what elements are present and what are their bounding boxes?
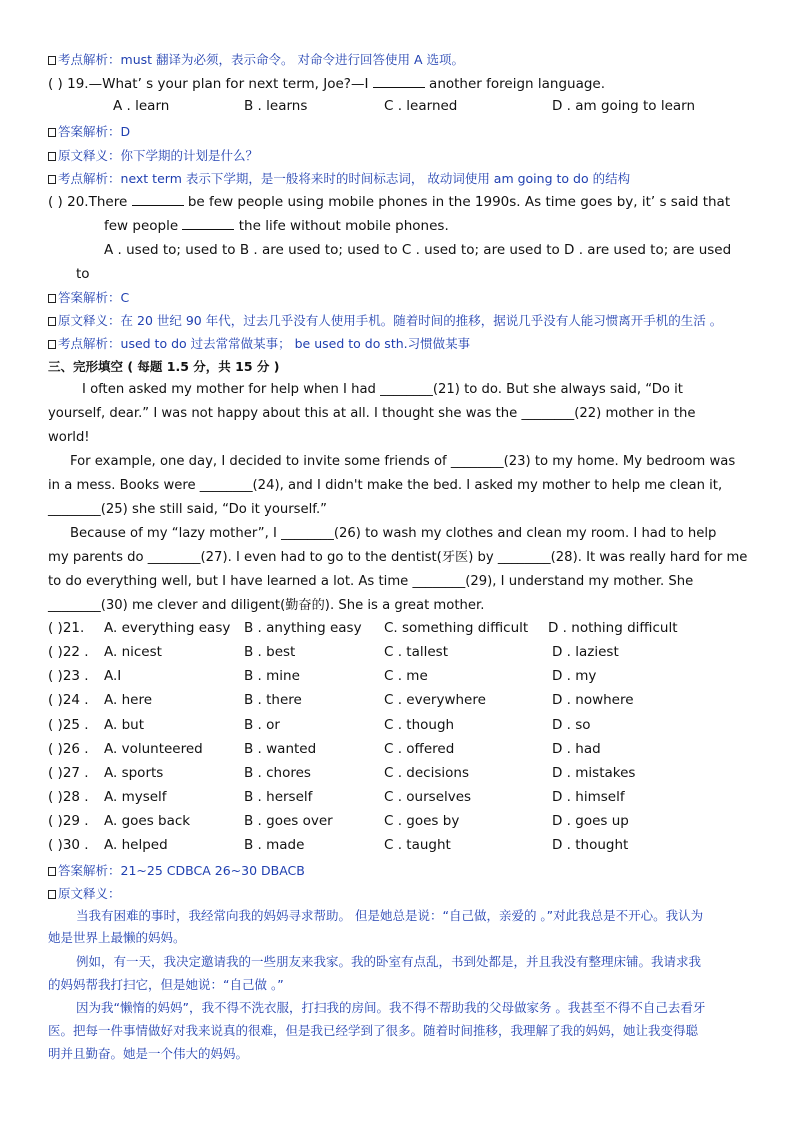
question-number: ( )21. — [48, 620, 85, 636]
checkbox-icon — [48, 128, 56, 137]
note-20-line — [48, 334, 748, 354]
checkbox-icon — [48, 340, 56, 349]
option-b: B . anything easy — [244, 620, 362, 636]
passage-line: in a mess. Books were ________(24), and I didn't make the bed. I asked my mother to help me clean it, — [48, 478, 723, 493]
option-c: C . goes by — [384, 813, 460, 829]
blank-line — [132, 193, 184, 206]
question-text: be few people using mobile phones in the 1990s. As time goes by, it’ s said that — [183, 194, 731, 210]
option-a: A. but — [104, 717, 144, 733]
question-20 — [48, 192, 748, 212]
translation-label-line — [48, 884, 748, 904]
option-d: D . had — [552, 741, 601, 757]
note-text: used to do 过去常常做某事； be used to do sth.习惯做某事 — [120, 336, 471, 351]
checkbox-icon — [48, 890, 56, 899]
passage-line: ________(25) she still said, “Do it yourself.” — [48, 502, 328, 517]
translation-label: 原文释义： — [58, 313, 121, 328]
translation-line: 的妈妈帮我打扫它，但是她说：“自己做 。” — [48, 977, 284, 992]
option-d: D . am going to learn — [552, 98, 696, 114]
question-20-options: A . used to; used to B . are used to; used to C . used to; are used to D . are used to; are used — [104, 242, 732, 258]
option-b: B . made — [244, 837, 305, 853]
answer-label: 答案解析： — [58, 863, 121, 878]
translation-line: 她是世界上最懒的妈妈。 — [48, 930, 186, 945]
question-number: ( )29 . — [48, 813, 89, 829]
question-text: few people — [104, 218, 183, 234]
option-d: D . goes up — [552, 813, 629, 829]
option-c: C . tallest — [384, 644, 448, 660]
translation-19-line — [48, 146, 748, 166]
answer-value: 21~25 CDBCA 26~30 DBACB — [120, 863, 305, 878]
option-b: B . mine — [244, 668, 300, 684]
option-c: C . taught — [384, 837, 451, 853]
option-c: C . though — [384, 717, 455, 733]
blank-line — [182, 217, 234, 230]
passage-line: my parents do ________(27). I even had to go to the dentist(牙医) by ________(28). It was really hard for me — [48, 550, 748, 565]
option-d: D . himself — [552, 789, 625, 805]
answer-label: 答案解析： — [58, 290, 121, 305]
answers-line — [48, 861, 748, 881]
passage-line: world! — [48, 430, 90, 445]
passage-line: I often asked my mother for help when I had ________(21) to do. But she always said, “Do it — [82, 382, 683, 397]
question-number: ( )24 . — [48, 692, 89, 708]
option-a: A. here — [104, 692, 153, 708]
option-c: C . everywhere — [384, 692, 486, 708]
checkbox-icon — [48, 175, 56, 184]
translation-line: 因为我“懒惰的妈妈”，我不得不洗衣服，打扫我的房间。我不得不帮助我的父母做家务 。我甚至不得不自己去看牙 — [76, 1000, 706, 1015]
option-d: D . thought — [552, 837, 629, 853]
passage-line: For example, one day, I decided to invite some friends of ________(23) to my home. My bedroom was — [70, 454, 736, 469]
question-number: ( )25 . — [48, 717, 89, 733]
checkbox-icon — [48, 317, 56, 326]
note-label: 考点解析： — [58, 336, 121, 351]
option-d: D . so — [552, 717, 591, 733]
option-b: B . chores — [244, 765, 311, 781]
translation-line: 医。把每一件事情做好对我来说真的很难，但是我已经学到了很多。随着时间推移，我理解了我的妈妈，她让我变得聪 — [48, 1023, 699, 1038]
question-number: ( )26 . — [48, 741, 89, 757]
option-a: A. nicest — [104, 644, 162, 660]
translation-line: 当我有困难的事时，我经常向我的妈妈寻求帮助。 但是她总是说：“自己做，亲爱的 。”对此我总是不开心。我认为 — [76, 908, 704, 923]
question-text: 19.—What’ s your plan for next term, Joe?—I — [67, 76, 373, 92]
option-b: B . learns — [244, 98, 308, 114]
option-c: C . me — [384, 668, 428, 684]
option-a: A . learn — [113, 98, 170, 114]
question-19 — [48, 74, 748, 94]
question-text: the life without mobile phones. — [234, 218, 449, 234]
note-text: must 翻译为必须，表示命令。 对命令进行回答使用 A 选项。 — [120, 52, 464, 67]
option-b: B . herself — [244, 789, 313, 805]
answer-paren: ( ) — [48, 194, 68, 210]
checkbox-icon — [48, 56, 56, 65]
note-text: next term 表示下学期，是一般将来时的时间标志词， 故动词使用 am going to do 的结构 — [120, 171, 631, 186]
note-19-line — [48, 50, 748, 70]
question-text: another foreign language. — [424, 76, 606, 92]
passage-line: ________(30) me clever and diligent(勤奋的). She is a great mother. — [48, 598, 485, 613]
question-number: ( )23 . — [48, 668, 89, 684]
translation-line: 例如，有一天，我决定邀请我的一些朋友来我家。我的卧室有点乱，书到处都是，并且我没有整理床铺。我请求我 — [76, 954, 702, 969]
answer-value: D — [120, 124, 131, 139]
option-c: C . decisions — [384, 765, 469, 781]
section-heading: 三、完形填空 ( 每题 1.5 分，共 15 分 ) — [48, 359, 280, 374]
checkbox-icon — [48, 867, 56, 876]
answer-paren: ( ) — [48, 76, 68, 92]
option-a: A. myself — [104, 789, 167, 805]
option-a: A.I — [104, 668, 122, 684]
blank-line — [373, 75, 425, 88]
question-20-line2 — [104, 216, 744, 236]
question-text: 20.There — [67, 194, 132, 210]
note-19b-line — [48, 169, 748, 189]
question-number: ( )30 . — [48, 837, 89, 853]
option-d: D . mistakes — [552, 765, 636, 781]
checkbox-icon — [48, 152, 56, 161]
passage-line: yourself, dear.” I was not happy about this at all. I thought she was the ________(22) mother in the — [48, 406, 696, 421]
translation-label: 原文释义： — [58, 148, 121, 163]
option-d: D . my — [552, 668, 597, 684]
passage-line: Because of my “lazy mother”, I ________(26) to wash my clothes and clean my room. I had to help — [70, 526, 717, 541]
option-c: C . learned — [384, 98, 458, 114]
translation-20-line — [48, 311, 748, 331]
answer-20-line — [48, 288, 748, 308]
note-label: 考点解析： — [58, 171, 121, 186]
option-d: D . laziest — [552, 644, 619, 660]
answer-value: C — [120, 290, 130, 305]
option-c: C. something difficult — [384, 620, 529, 636]
option-a: A. helped — [104, 837, 168, 853]
checkbox-icon — [48, 294, 56, 303]
option-b: B . or — [244, 717, 280, 733]
translation-text: 你下学期的计划是什么？ — [120, 148, 259, 163]
option-a: A. goes back — [104, 813, 191, 829]
option-b: B . goes over — [244, 813, 333, 829]
option-c: C . offered — [384, 741, 455, 757]
option-b: B . best — [244, 644, 296, 660]
translation-label: 原文释义： — [58, 886, 121, 901]
translation-line: 明并且勤奋。她是一个伟大的妈妈。 — [48, 1046, 249, 1061]
option-a: A. sports — [104, 765, 164, 781]
option-d: D . nowhere — [552, 692, 634, 708]
option-b: B . wanted — [244, 741, 317, 757]
option-a: A. everything easy — [104, 620, 231, 636]
answer-label: 答案解析： — [58, 124, 121, 139]
question-number: ( )28 . — [48, 789, 89, 805]
passage-line: to do everything well, but I have learned a lot. As time ________(29), I understand my mother. She — [48, 574, 694, 589]
answer-19-line — [48, 122, 748, 142]
option-c: C . ourselves — [384, 789, 472, 805]
question-number: ( )22 . — [48, 644, 89, 660]
note-label: 考点解析： — [58, 52, 121, 67]
option-a: A. volunteered — [104, 741, 203, 757]
translation-text: 在 20 世纪 90 年代，过去几乎没有人使用手机。随着时间的推移，据说几乎没有人能习惯离开手机的生活 。 — [120, 313, 723, 328]
question-number: ( )27 . — [48, 765, 89, 781]
option-d: D . nothing difficult — [548, 620, 678, 636]
question-20-options-wrap: to — [76, 266, 90, 282]
option-b: B . there — [244, 692, 302, 708]
